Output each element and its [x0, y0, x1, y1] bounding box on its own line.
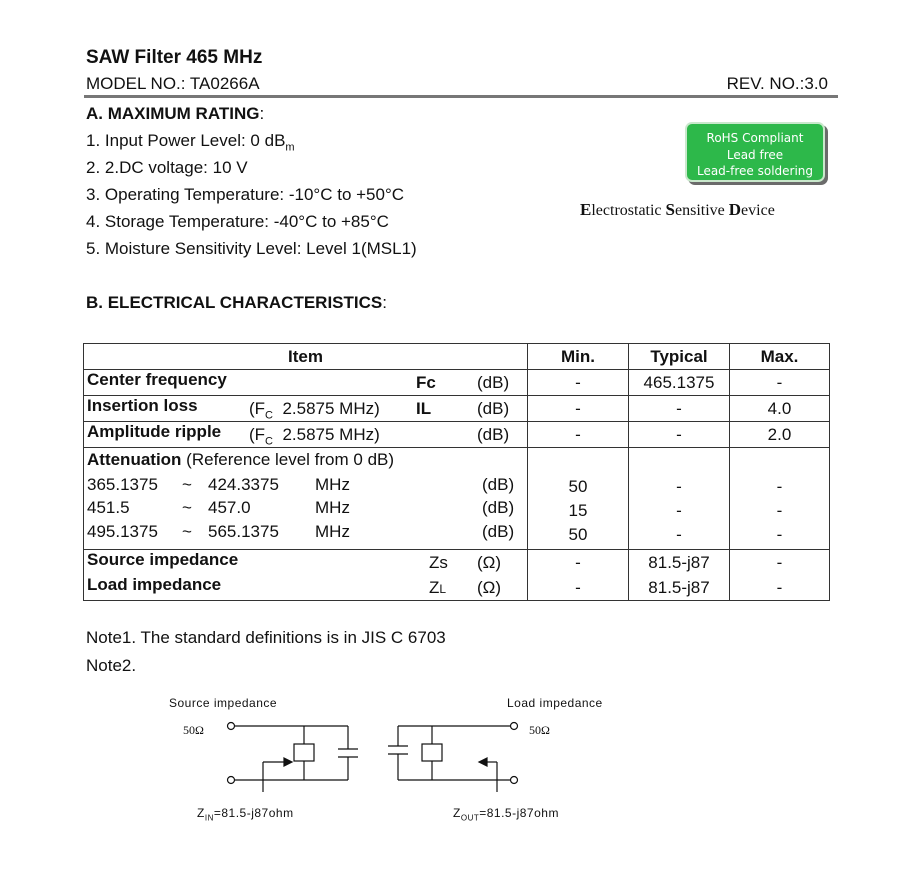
item-cell: Amplitude ripple ($F_C$ 2.5875 MHz) (dB)	[84, 422, 528, 448]
document-title: SAW Filter 465 MHz	[86, 47, 263, 68]
revision-number: REV. NO.:3.0	[726, 74, 828, 93]
rohs-line-1: RoHS Compliant	[706, 131, 804, 145]
attenuation-item-cell: Attenuation (Reference level from 0 dB) 365.1375 ~ 424.3375 MHz (dB) 451.5 ~ 457.0 MHz (dB) 495.1375 ~ 565.1375 MHz (dB)	[84, 448, 528, 550]
source-circuit	[228, 723, 359, 793]
item-cell: Source impedance Zs (Ω)	[84, 550, 528, 576]
attenuation-range-row: 495.1375 ~ 565.1375 MHz (dB)	[87, 522, 515, 541]
load-ohm-label: 50Ω	[529, 723, 550, 737]
note-2: Note2.	[86, 656, 137, 675]
table-row: Load impedance ZL (Ω) - 81.5-j87 -	[84, 575, 830, 601]
section-a-heading: A. MAXIMUM RATING:	[86, 104, 265, 123]
note-1: Note1. The standard definitions is in JIS C 6703	[86, 628, 446, 647]
item-cell: Insertion loss ($F_C$ 2.5875 MHz) IL (dB)	[84, 396, 528, 422]
header-typical: Typical	[629, 344, 730, 370]
table-row: Center frequency Fc (dB) - 465.1375 -	[84, 370, 830, 396]
attenuation-range-row: 365.1375 ~ 424.3375 MHz (dB)	[87, 475, 515, 494]
attenuation-min-cell: 50 15 50	[528, 448, 629, 550]
attenuation-max-cell: - - -	[730, 448, 830, 550]
rohs-line-3: Lead-free soldering	[696, 164, 814, 178]
source-impedance-caption: Source impedance	[169, 696, 278, 710]
zin-label: $Z_{IN}=81.5-j87ohm$	[197, 806, 294, 823]
esd-label: Electrostatic Sensitive Device	[580, 200, 775, 219]
rohs-line-2: Lead free	[726, 147, 784, 162]
source-ohm-label: 50Ω	[183, 723, 204, 737]
rating-item-storage-temp: 4. Storage Temperature: -40°C to +85°C	[86, 212, 389, 231]
header-min: Min.	[528, 344, 629, 370]
zout-label: $Z_{OUT}=81.5-j87ohm$	[453, 806, 559, 823]
load-impedance-caption: Load impedance	[507, 696, 603, 710]
header-item: Item	[84, 344, 528, 370]
rating-item-operating-temp: 3. Operating Temperature: -10°C to +50°C	[86, 185, 405, 204]
item-cell: Center frequency Fc (dB)	[84, 370, 528, 396]
rating-item-input-power: 1. Input Power Level: 0 $dB_m$	[86, 131, 295, 154]
table-row: Insertion loss ($F_C$ 2.5875 MHz) IL (dB) - - 4.0	[84, 396, 830, 422]
section-b-heading: B. ELECTRICAL CHARACTERISTICS:	[86, 293, 387, 312]
attenuation-typical-cell: - - -	[629, 448, 730, 550]
table-row: Source impedance Zs (Ω) - 81.5-j87 -	[84, 550, 830, 576]
header-max: Max.	[730, 344, 830, 370]
rating-item-msl: 5. Moisture Sensitivity Level: Level 1(MSL1)	[86, 239, 417, 258]
model-number: MODEL NO.: TA0266A	[86, 74, 260, 93]
item-cell: Load impedance ZL (Ω)	[84, 575, 528, 601]
attenuation-range-row: 451.5 ~ 457.0 MHz (dB)	[87, 498, 515, 517]
load-circuit	[388, 723, 518, 793]
table-row: Amplitude ripple ($F_C$ 2.5875 MHz) (dB) - - 2.0	[84, 422, 830, 448]
rating-item-dc-voltage: 2. 2.DC voltage: 10 V	[86, 158, 248, 177]
